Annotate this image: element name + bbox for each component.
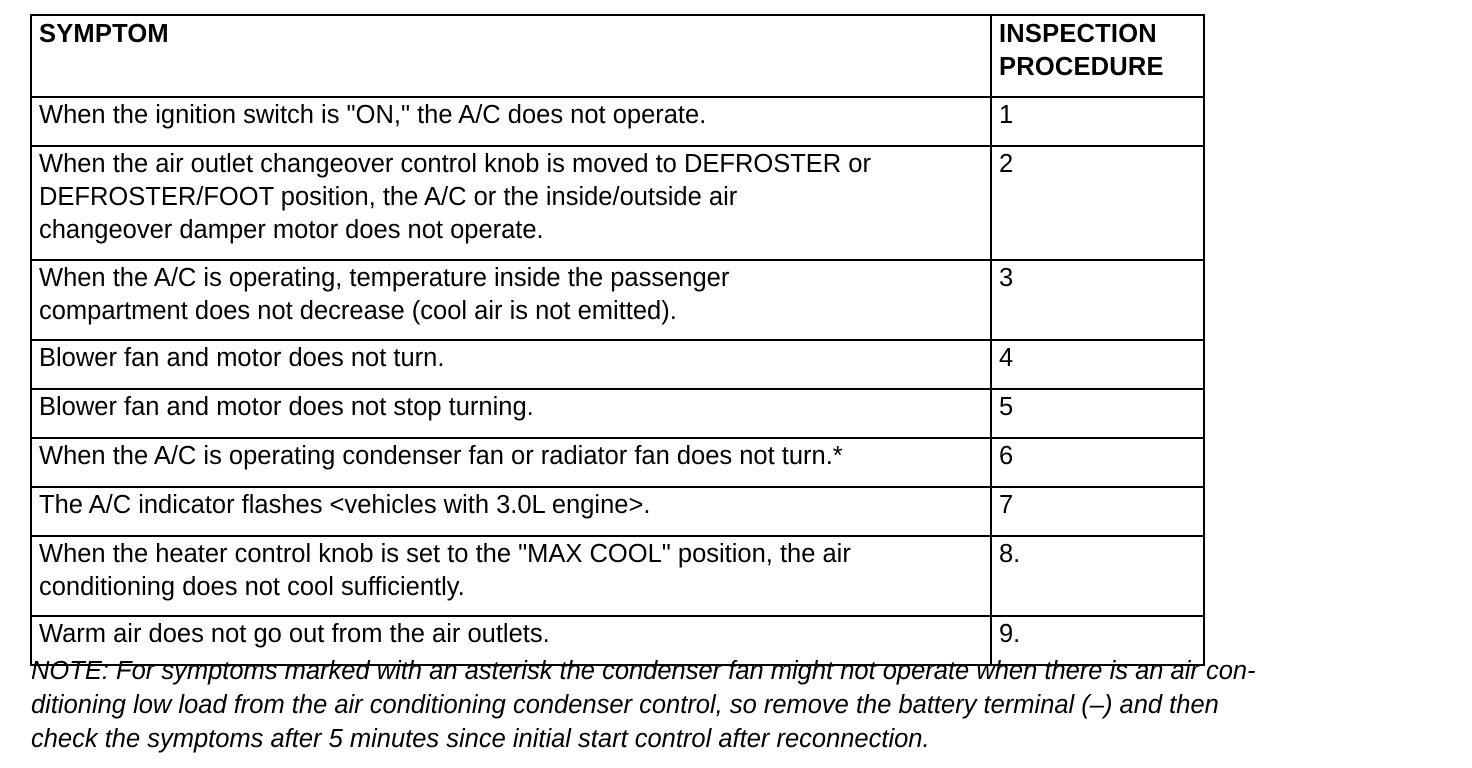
procedure-cell: 7 [991, 487, 1204, 536]
procedure-cell: 1 [991, 97, 1204, 146]
asterisk-note: NOTE: For symptoms marked with an asterisk the condenser fan might not operate when there is an air con- ditioning low load from the air conditioning condenser control, so remove the battery terminal (–) and then check the symptoms after 5 minutes since initial start control after reconnection. [31, 657, 1256, 753]
table-row [31, 487, 1204, 536]
table-row [31, 146, 1204, 260]
procedure-cell: 3 [991, 260, 1204, 340]
procedure-cell: 2 [991, 146, 1204, 260]
symptom-cell: When the heater control knob is set to the "MAX COOL" position, the air conditioning does not cool sufficiently. [31, 536, 991, 616]
table-row [31, 438, 1204, 487]
symptom-table [30, 14, 1205, 666]
table-row [31, 260, 1204, 340]
table-row [31, 340, 1204, 389]
procedure-column-header [991, 15, 1204, 97]
procedure-header-line1: INSPECTION [999, 20, 1157, 48]
procedure-cell: 5 [991, 389, 1204, 438]
symptom-cell: When the A/C is operating, temperature inside the passenger compartment does not decrease (cool air is not emitted). [31, 260, 991, 340]
table-row [31, 97, 1204, 146]
table-header-row [31, 15, 1204, 97]
procedure-cell: 9. [991, 616, 1204, 665]
table-row [31, 536, 1204, 616]
procedure-cell: 8. [991, 536, 1204, 616]
symptom-cell: The A/C indicator flashes <vehicles with 3.0L engine>. [31, 487, 991, 536]
procedure-cell: 6 [991, 438, 1204, 487]
symptom-cell: When the ignition switch is "ON," the A/C does not operate. [31, 97, 991, 146]
table-row [31, 389, 1204, 438]
symptom-cell: Warm air does not go out from the air outlets. [31, 616, 991, 665]
symptom-cell: Blower fan and motor does not turn. [31, 340, 991, 389]
symptom-column-header: SYMPTOM [31, 15, 991, 97]
symptom-cell: When the air outlet changeover control knob is moved to DEFROSTER or DEFROSTER/FOOT position, the A/C or the inside/outside air changeover damper motor does not operate. [31, 146, 991, 260]
symptom-cell: When the A/C is operating condenser fan or radiator fan does not turn.* [31, 438, 991, 487]
procedure-cell: 4 [991, 340, 1204, 389]
symptom-cell: Blower fan and motor does not stop turning. [31, 389, 991, 438]
procedure-header-line2: PROCEDURE [999, 53, 1164, 81]
